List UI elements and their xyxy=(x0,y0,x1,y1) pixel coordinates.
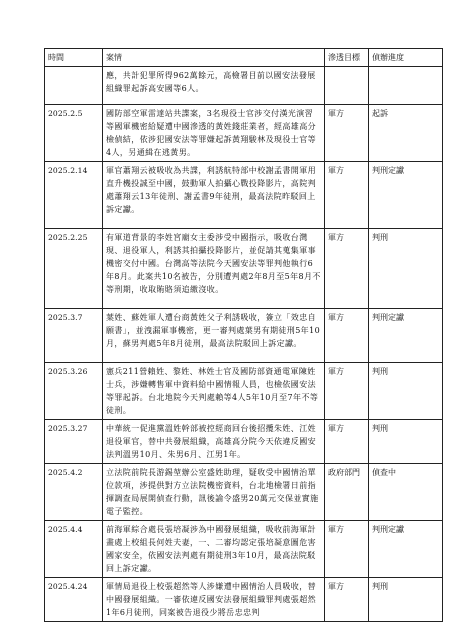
row-target: 軍方 xyxy=(325,363,369,420)
row-date: 2025.2.25 xyxy=(45,229,103,309)
row-status: 起訴 xyxy=(369,105,443,162)
table-row xyxy=(45,229,443,309)
row-status: 判刑 xyxy=(369,229,443,309)
row-status xyxy=(369,67,443,105)
header-target: 滲透目標 xyxy=(325,49,369,67)
row-case: 憲兵211營賴姓、黎姓、林姓士官及國防部資通電軍陳姓士兵，涉嫌轉售軍中資料給中國情報人員，也檢依國安法等罪起訴。台北地院今天判處賴等4人5年10月至7年不等徒刑。 xyxy=(103,363,325,420)
row-target: 軍方 xyxy=(325,420,369,464)
row-status: 偵查中 xyxy=(369,464,443,521)
table-row xyxy=(45,105,443,162)
row-case: 中華統一促進黨溫姓幹部被控經商回台後招攬朱姓、江姓退役軍官，替中共發展組織，高雄高分院今天依違反國安法判溫男10月、朱男6月、江男1年。 xyxy=(103,420,325,464)
row-case: 前海軍綜合處長張培凝涉為中國發展組織，吸收前海軍計畫處上校組長何姓夫妻，一、二審均認定張培凝意圖危害國家安全，依國安法判處有期徒刑3年10月，最高法院駁回上訴定讞。 xyxy=(103,521,325,578)
row-status: 判刑定讞 xyxy=(369,521,443,578)
row-status: 判刑 xyxy=(369,420,443,464)
row-date: 2025.4.2 xyxy=(45,464,103,521)
table-row xyxy=(45,521,443,578)
row-case: 有軍道背景的李姓宮廟女主委涉受中國指示，吸收台灣現、退役軍人，利誘其拍攝投降影片，並促請其蒐集軍事機密交付中國。台灣高等法院今天國安法等罪判他執行6年8月。此案共10名被告，分別遭判處2年8月至5年8月不等刑期，收取賄賂須追繳沒收。 xyxy=(103,229,325,309)
row-target: 軍方 xyxy=(325,105,369,162)
header-case: 案情 xyxy=(103,49,325,67)
row-case: 葉姓、蘇姓軍人遭台商黃姓父子利誘吸收，簽立「效忠自願書」，並洩漏軍事機密，更一審判處葉男有期徒刑5年10月，蘇男判處5年8月徒刑，最高法院駁回上訴定讞。 xyxy=(103,309,325,363)
row-status: 判刑定讞 xyxy=(369,162,443,229)
row-case: 應，共計犯罪所得962萬餘元，高檢署目前以國安法發展組織罪起訴高安國等6人。 xyxy=(103,67,325,105)
table-row xyxy=(45,309,443,363)
table-row xyxy=(45,578,443,622)
row-target xyxy=(325,67,369,105)
row-target: 軍方 xyxy=(325,521,369,578)
row-date: 2025.4.4 xyxy=(45,521,103,578)
table-header-row xyxy=(45,49,443,67)
row-target: 軍方 xyxy=(325,578,369,622)
table-row xyxy=(45,420,443,464)
row-date: 2025.4.24 xyxy=(45,578,103,622)
row-target: 軍方 xyxy=(325,162,369,229)
row-case: 立法院前院長游錫堃辦公室盛姓助理，疑收受中國情治單位款項，涉提供對方立法院機密資料，台北地檢署日前指揮調查局展開偵查行動，訊後諭令盛男20萬元交保並實施電子監控。 xyxy=(103,464,325,521)
row-target: 政府部門 xyxy=(325,464,369,521)
row-date: 2025.3.26 xyxy=(45,363,103,420)
table-row xyxy=(45,464,443,521)
espionage-case-table xyxy=(44,48,443,622)
header-status: 偵辦進度 xyxy=(369,49,443,67)
table-row xyxy=(45,363,443,420)
row-date: 2025.3.7 xyxy=(45,309,103,363)
header-date: 時間 xyxy=(45,49,103,67)
row-case: 國防部空軍雷達站共諜案，3名現役士官涉交付漢光演習等國軍機密給疑遭中國滲透的黃姓錢莊業者，經高雄高分檢偵結，依涉犯國安法等罪嫌起訴黃翔駿林及現役士官等4人，另通緝在逃黃男。 xyxy=(103,105,325,162)
row-date: 2025.3.27 xyxy=(45,420,103,464)
row-case: 軍官蕭翔云被吸收為共諜，利誘航特部中校謝孟書開軍用直升機投誠至中國，鼓動軍人拍攝心戰投降影片，高院判處蕭翔云13年徒刑、謝孟書9年徒刑，最高法院昨駁回上訴定讞。 xyxy=(103,162,325,229)
row-status: 判刑 xyxy=(369,363,443,420)
table-row xyxy=(45,67,443,105)
row-target: 軍方 xyxy=(325,229,369,309)
row-target: 軍方 xyxy=(325,309,369,363)
row-status: 判刑定讞 xyxy=(369,309,443,363)
row-date: 2025.2.14 xyxy=(45,162,103,229)
row-status: 判刑 xyxy=(369,578,443,622)
table-row xyxy=(45,162,443,229)
row-date xyxy=(45,67,103,105)
row-date: 2025.2.5 xyxy=(45,105,103,162)
row-case: 軍情局退役上校張超然等人涉嫌遭中國情治人員吸收，替中國發展組織。一審依違反國安法發展組織罪判處張超然1年6月徒刑，同案被告退役少將岳忠忠判 xyxy=(103,578,325,622)
